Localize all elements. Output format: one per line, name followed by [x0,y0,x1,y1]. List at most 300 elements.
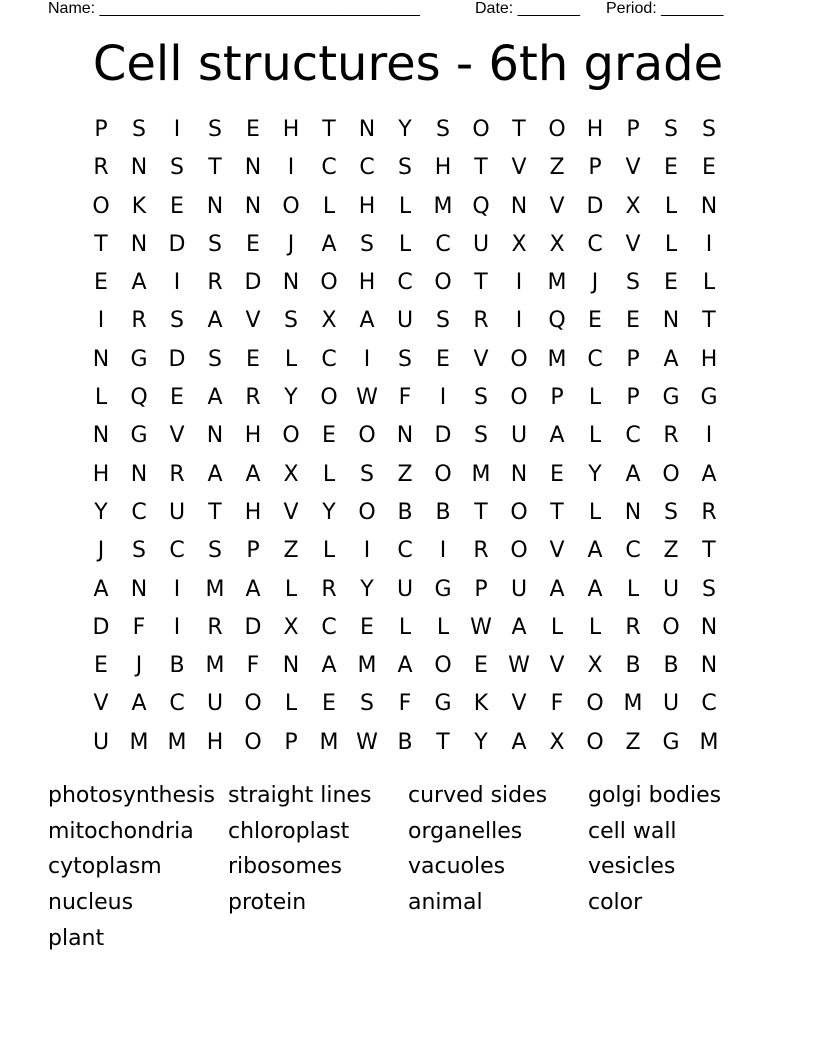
grid-letter: H [244,499,262,525]
grid-letter: H [358,193,376,219]
grid-letter: H [358,270,376,296]
grid-row [82,685,728,723]
grid-letter: C [397,538,413,564]
grid-letter: N [510,193,528,219]
grid-letter: I [173,576,181,602]
date-field-label: Date: _______ [475,0,580,17]
letter-grid [82,111,728,762]
grid-letter: C [397,270,413,296]
grid-letter: N [358,117,376,142]
grid-letter: E [246,346,260,372]
grid-letter: P [284,729,298,755]
grid-letter: B [625,653,641,679]
grid-letter: O [244,729,262,755]
grid-letter: N [700,653,718,679]
grid-row [82,647,728,685]
grid-letter: A [359,308,375,334]
grid-letter: N [282,653,300,679]
grid-letter: Q [548,308,566,334]
grid-letter: P [626,117,640,142]
grid-letter: O [320,385,338,411]
grid-letter: P [626,346,640,372]
grid-letter: M [205,576,225,602]
grid-letter: M [547,346,567,372]
grid-letter: F [550,691,564,717]
grid-letter: C [587,346,603,372]
grid-letter: U [510,423,528,449]
grid-letter: C [701,691,717,717]
grid-letter: C [321,155,337,181]
grid-letter: O [434,653,452,679]
grid-letter: T [702,538,716,564]
grid-letter: G [700,385,718,411]
word-bank-item: cytoplasm [48,854,162,880]
grid-letter: X [549,231,565,257]
grid-letter: J [135,653,143,679]
grid-letter: L [550,614,564,640]
grid-letter: N [510,461,528,487]
grid-letter: U [662,691,680,717]
grid-letter: X [587,653,603,679]
grid-letter: E [170,193,184,219]
grid-letter: A [131,691,147,717]
grid-letter: T [474,499,488,525]
grid-letter: S [398,346,412,372]
grid-letter: S [208,117,222,142]
grid-letter: V [625,155,641,181]
grid-letter: S [170,155,184,181]
grid-letter: U [396,576,414,602]
grid-letter: X [511,231,527,257]
grid-letter: L [94,385,108,411]
grid-letter: I [287,155,295,181]
grid-letter: Q [130,385,148,411]
grid-letter: G [130,423,148,449]
grid-letter: E [550,461,564,487]
grid-letter: E [246,231,260,257]
grid-letter: I [705,231,713,257]
grid-letter: Z [663,538,679,564]
grid-letter: O [510,538,528,564]
grid-letter: V [511,155,527,181]
grid-letter: E [360,614,374,640]
grid-letter: C [435,231,451,257]
grid-letter: S [702,117,716,142]
grid-letter: I [705,423,713,449]
grid-letter: C [321,346,337,372]
grid-letter: N [282,270,300,296]
grid-letter: C [169,538,185,564]
grid-letter: S [208,346,222,372]
grid-letter: R [663,423,679,449]
grid-letter: O [358,423,376,449]
grid-letter: E [664,155,678,181]
grid-letter: Y [284,385,298,411]
grid-letter: E [94,653,108,679]
grid-letter: V [169,423,185,449]
grid-letter: H [434,155,452,181]
grid-letter: E [246,117,260,142]
grid-letter: J [591,270,599,296]
grid-letter: U [472,231,490,257]
grid-letter: A [207,385,223,411]
period-field-label: Period: _______ [606,0,724,17]
word-bank-item: ribosomes [228,854,342,880]
grid-letter: O [434,461,452,487]
grid-letter: R [169,461,185,487]
grid-letter: R [93,155,109,181]
grid-row [82,571,728,609]
grid-letter: N [396,423,414,449]
grid-letter: L [398,231,412,257]
grid-letter: L [284,691,298,717]
grid-row [82,111,728,149]
word-bank-item: vesicles [588,854,676,880]
grid-letter: O [282,193,300,219]
grid-letter: R [207,270,223,296]
grid-letter: K [131,193,147,219]
word-bank-item: vacuoles [408,854,506,880]
grid-letter: S [360,461,374,487]
grid-letter: L [588,423,602,449]
grid-letter: S [360,231,374,257]
grid-letter: V [549,193,565,219]
grid-letter: B [663,653,679,679]
grid-letter: A [207,461,223,487]
grid-letter: E [322,691,336,717]
grid-letter: O [586,691,604,717]
grid-letter: X [321,308,337,334]
grid-letter: L [702,270,716,296]
grid-letter: M [623,691,643,717]
grid-letter: S [398,155,412,181]
grid-letter: S [474,385,488,411]
grid-letter: L [664,231,678,257]
grid-letter: H [206,729,224,755]
word-bank-item: chloroplast [228,818,350,844]
name-field-label: Name: ____________________________________ [48,0,420,17]
word-bank-item: photosynthesis [48,783,216,808]
grid-row [82,379,728,417]
grid-letter: G [434,691,452,717]
grid-letter: U [168,499,186,525]
grid-letter: C [625,423,641,449]
grid-letter: I [97,308,105,334]
grid-letter: D [244,614,262,640]
grid-letter: L [398,614,412,640]
grid-letter: O [662,614,680,640]
grid-letter: F [398,385,412,411]
word-bank-item: color [588,890,643,916]
grid-letter: S [664,117,678,142]
grid-letter: X [283,614,299,640]
grid-letter: D [92,614,110,640]
grid-letter: C [625,538,641,564]
grid-letter: A [321,231,337,257]
grid-letter: V [93,691,109,717]
grid-letter: E [702,155,716,181]
grid-letter: T [550,499,564,525]
grid-letter: W [356,385,378,411]
grid-letter: M [547,270,567,296]
grid-letter: I [515,270,523,296]
worksheet-header [48,0,748,20]
grid-letter: N [130,155,148,181]
grid-letter: T [436,729,450,755]
grid-letter: L [626,576,640,602]
grid-letter: C [359,155,375,181]
grid-letter: E [436,346,450,372]
grid-letter: O [282,423,300,449]
grid-letter: N [662,308,680,334]
grid-letter: M [167,729,187,755]
word-bank-item: golgi bodies [588,783,722,808]
grid-letter: G [434,576,452,602]
grid-letter: X [549,729,565,755]
grid-letter: T [474,270,488,296]
grid-letter: U [396,308,414,334]
grid-letter: O [662,461,680,487]
word-bank-item: curved sides [408,783,548,808]
grid-letter: O [244,691,262,717]
grid-letter: V [511,691,527,717]
grid-letter: Y [474,729,488,755]
grid-letter: C [321,614,337,640]
grid-letter: M [319,729,339,755]
grid-letter: U [510,576,528,602]
grid-letter: D [434,423,452,449]
grid-letter: Y [360,576,374,602]
grid-letter: D [168,231,186,257]
grid-letter: L [588,614,602,640]
grid-letter: A [549,576,565,602]
grid-letter: Y [322,499,336,525]
word-bank-item: nucleus [48,890,134,916]
grid-letter: M [471,461,491,487]
grid-row [82,456,728,494]
grid-letter: O [586,729,604,755]
grid-letter: S [132,117,146,142]
grid-letter: I [173,117,181,142]
grid-letter: N [244,155,262,181]
grid-letter: S [436,308,450,334]
grid-letter: P [626,385,640,411]
grid-letter: O [472,117,490,142]
grid-letter: A [321,653,337,679]
grid-row [82,724,728,762]
grid-letter: B [397,729,413,755]
grid-letter: T [322,117,336,142]
grid-letter: E [94,270,108,296]
grid-letter: E [588,308,602,334]
grid-letter: I [363,346,371,372]
grid-letter: H [244,423,262,449]
grid-letter: W [470,614,492,640]
grid-letter: Y [588,461,602,487]
grid-letter: O [510,499,528,525]
grid-letter: A [207,308,223,334]
grid-letter: Z [549,155,565,181]
grid-letter: R [625,614,641,640]
grid-letter: A [625,461,641,487]
grid-letter: R [473,308,489,334]
grid-letter: U [92,729,110,755]
grid-letter: E [322,423,336,449]
grid-letter: E [664,270,678,296]
grid-row [82,609,728,647]
grid-row [82,149,728,187]
grid-letter: O [434,270,452,296]
grid-letter: Y [398,117,412,142]
grid-letter: A [93,576,109,602]
grid-letter: N [130,461,148,487]
grid-letter: H [282,117,300,142]
grid-letter: V [473,346,489,372]
page-title: Cell structures - 6th grade [92,36,724,92]
word-bank-item: plant [48,925,105,951]
grid-letter: M [205,653,225,679]
grid-letter: R [207,614,223,640]
grid-letter: N [700,614,718,640]
grid-letter: A [511,614,527,640]
grid-letter: S [626,270,640,296]
grid-letter: L [322,193,336,219]
grid-letter: L [284,346,298,372]
grid-letter: O [510,385,528,411]
grid-letter: P [94,117,108,142]
grid-letter: S [436,117,450,142]
grid-letter: I [515,308,523,334]
grid-letter: Z [283,538,299,564]
grid-letter: F [132,614,146,640]
grid-letter: V [283,499,299,525]
grid-letter: N [130,576,148,602]
grid-letter: N [244,193,262,219]
grid-letter: S [208,231,222,257]
grid-letter: G [130,346,148,372]
grid-letter: L [398,193,412,219]
grid-letter: H [586,117,604,142]
grid-letter: I [173,614,181,640]
grid-letter: R [131,308,147,334]
grid-letter: N [700,193,718,219]
grid-letter: S [702,576,716,602]
grid-letter: X [625,193,641,219]
grid-letter: B [397,499,413,525]
grid-row [82,226,728,264]
grid-letter: T [208,499,222,525]
grid-letter: F [398,691,412,717]
grid-letter: O [92,193,110,219]
grid-letter: P [550,385,564,411]
grid-letter: S [664,499,678,525]
grid-letter: L [588,499,602,525]
grid-letter: Q [472,193,490,219]
grid-letter: K [473,691,489,717]
grid-letter: M [129,729,149,755]
word-bank-item: animal [408,890,483,916]
grid-letter: N [130,231,148,257]
grid-letter: L [322,538,336,564]
grid-letter: I [173,270,181,296]
grid-letter: A [245,576,261,602]
grid-letter: L [588,385,602,411]
grid-letter: O [548,117,566,142]
grid-letter: B [169,653,185,679]
word-bank [48,778,768,956]
grid-letter: G [662,729,680,755]
word-bank-item: cell wall [588,818,677,844]
grid-letter: A [245,461,261,487]
grid-letter: G [662,385,680,411]
grid-letter: T [474,155,488,181]
grid-letter: A [587,576,603,602]
word-bank-item: mitochondria [48,818,194,844]
word-bank-item: protein [228,890,307,916]
grid-letter: H [92,461,110,487]
grid-letter: R [321,576,337,602]
grid-letter: W [356,729,378,755]
grid-letter: Z [625,729,641,755]
grid-row [82,302,728,340]
grid-letter: P [474,576,488,602]
word-bank-item: organelles [408,818,523,844]
grid-letter: C [587,231,603,257]
grid-letter: A [701,461,717,487]
grid-letter: U [206,691,224,717]
grid-letter: D [244,270,262,296]
grid-letter: H [700,346,718,372]
grid-letter: V [625,231,641,257]
grid-letter: S [474,423,488,449]
grid-letter: M [357,653,377,679]
grid-letter: L [284,576,298,602]
grid-letter: O [510,346,528,372]
grid-letter: Z [397,461,413,487]
grid-letter: V [549,653,565,679]
grid-letter: I [439,385,447,411]
grid-letter: Y [94,499,108,525]
grid-letter: M [699,729,719,755]
grid-letter: R [701,499,717,525]
grid-letter: O [320,270,338,296]
grid-letter: N [206,423,224,449]
grid-letter: V [549,538,565,564]
grid-letter: T [512,117,526,142]
grid-letter: E [626,308,640,334]
grid-letter: N [92,346,110,372]
grid-letter: U [662,576,680,602]
grid-letter: N [624,499,642,525]
grid-letter: D [586,193,604,219]
grid-letter: E [474,653,488,679]
grid-letter: D [168,346,186,372]
grid-letter: L [436,614,450,640]
grid-row [82,532,728,570]
grid-letter: M [433,193,453,219]
word-bank-item: straight lines [228,783,372,808]
grid-letter: C [131,499,147,525]
grid-letter: R [245,385,261,411]
grid-letter: J [97,538,105,564]
grid-letter: T [208,155,222,181]
grid-letter: A [511,729,527,755]
grid-letter: C [169,691,185,717]
grid-letter: I [363,538,371,564]
grid-letter: S [208,538,222,564]
grid-letter: S [132,538,146,564]
grid-letter: O [358,499,376,525]
